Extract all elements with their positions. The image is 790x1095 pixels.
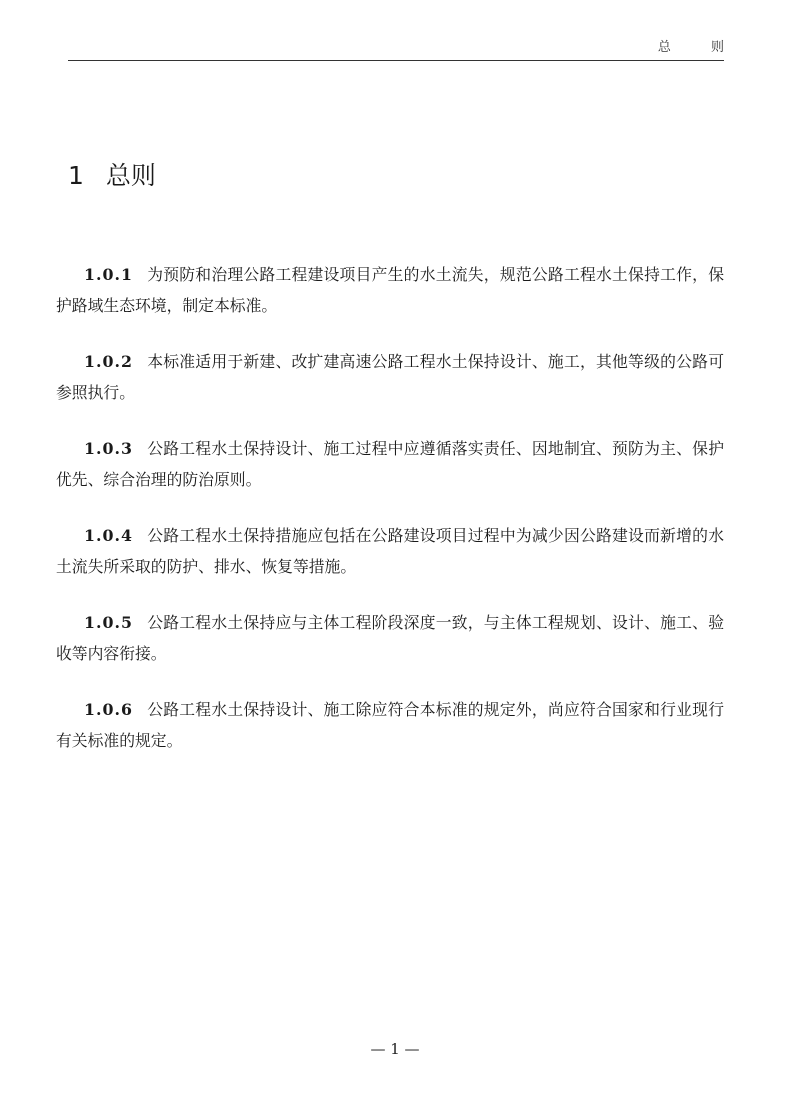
clause-number: 1.0.1 [84, 265, 133, 284]
clause-1-0-2 [56, 346, 724, 408]
clause-number: 1.0.6 [84, 700, 133, 719]
clause-text: 公路工程水土保持设计、施工过程中应遵循落实责任、因地制宜、预防为主、保护优先、综合治理的防治原则。 [56, 439, 724, 489]
chapter-heading [68, 156, 156, 192]
clause-1-0-1 [56, 259, 724, 321]
clause-1-0-5 [56, 607, 724, 669]
chapter-title: 总则 [105, 161, 156, 190]
clause-1-0-4 [56, 520, 724, 582]
running-header-title: 总 则 [657, 40, 742, 55]
clause-1-0-6 [56, 694, 724, 756]
clause-list [56, 259, 724, 781]
clause-text: 本标准适用于新建、改扩建高速公路工程水土保持设计、施工，其他等级的公路可参照执行。 [56, 352, 724, 402]
clause-text: 为预防和治理公路工程建设项目产生的水土流失，规范公路工程水土保持工作，保护路域生态环境，制定本标准。 [56, 265, 724, 315]
running-header [68, 36, 742, 61]
clause-1-0-3 [56, 433, 724, 495]
clause-number: 1.0.3 [84, 439, 133, 458]
page-number: — 1 — [370, 1040, 420, 1058]
chapter-number: 1 [68, 161, 84, 190]
clause-number: 1.0.4 [84, 526, 133, 545]
clause-text: 公路工程水土保持措施应包括在公路建设项目过程中为减少因公路建设而新增的水土流失所采取的防护、排水、恢复等措施。 [56, 526, 724, 576]
clause-text: 公路工程水土保持设计、施工除应符合本标准的规定外，尚应符合国家和行业现行有关标准的规定。 [56, 700, 724, 750]
clause-number: 1.0.5 [84, 613, 133, 632]
clause-text: 公路工程水土保持应与主体工程阶段深度一致，与主体工程规划、设计、施工、验收等内容衔接。 [56, 613, 724, 663]
clause-number: 1.0.2 [84, 352, 133, 371]
